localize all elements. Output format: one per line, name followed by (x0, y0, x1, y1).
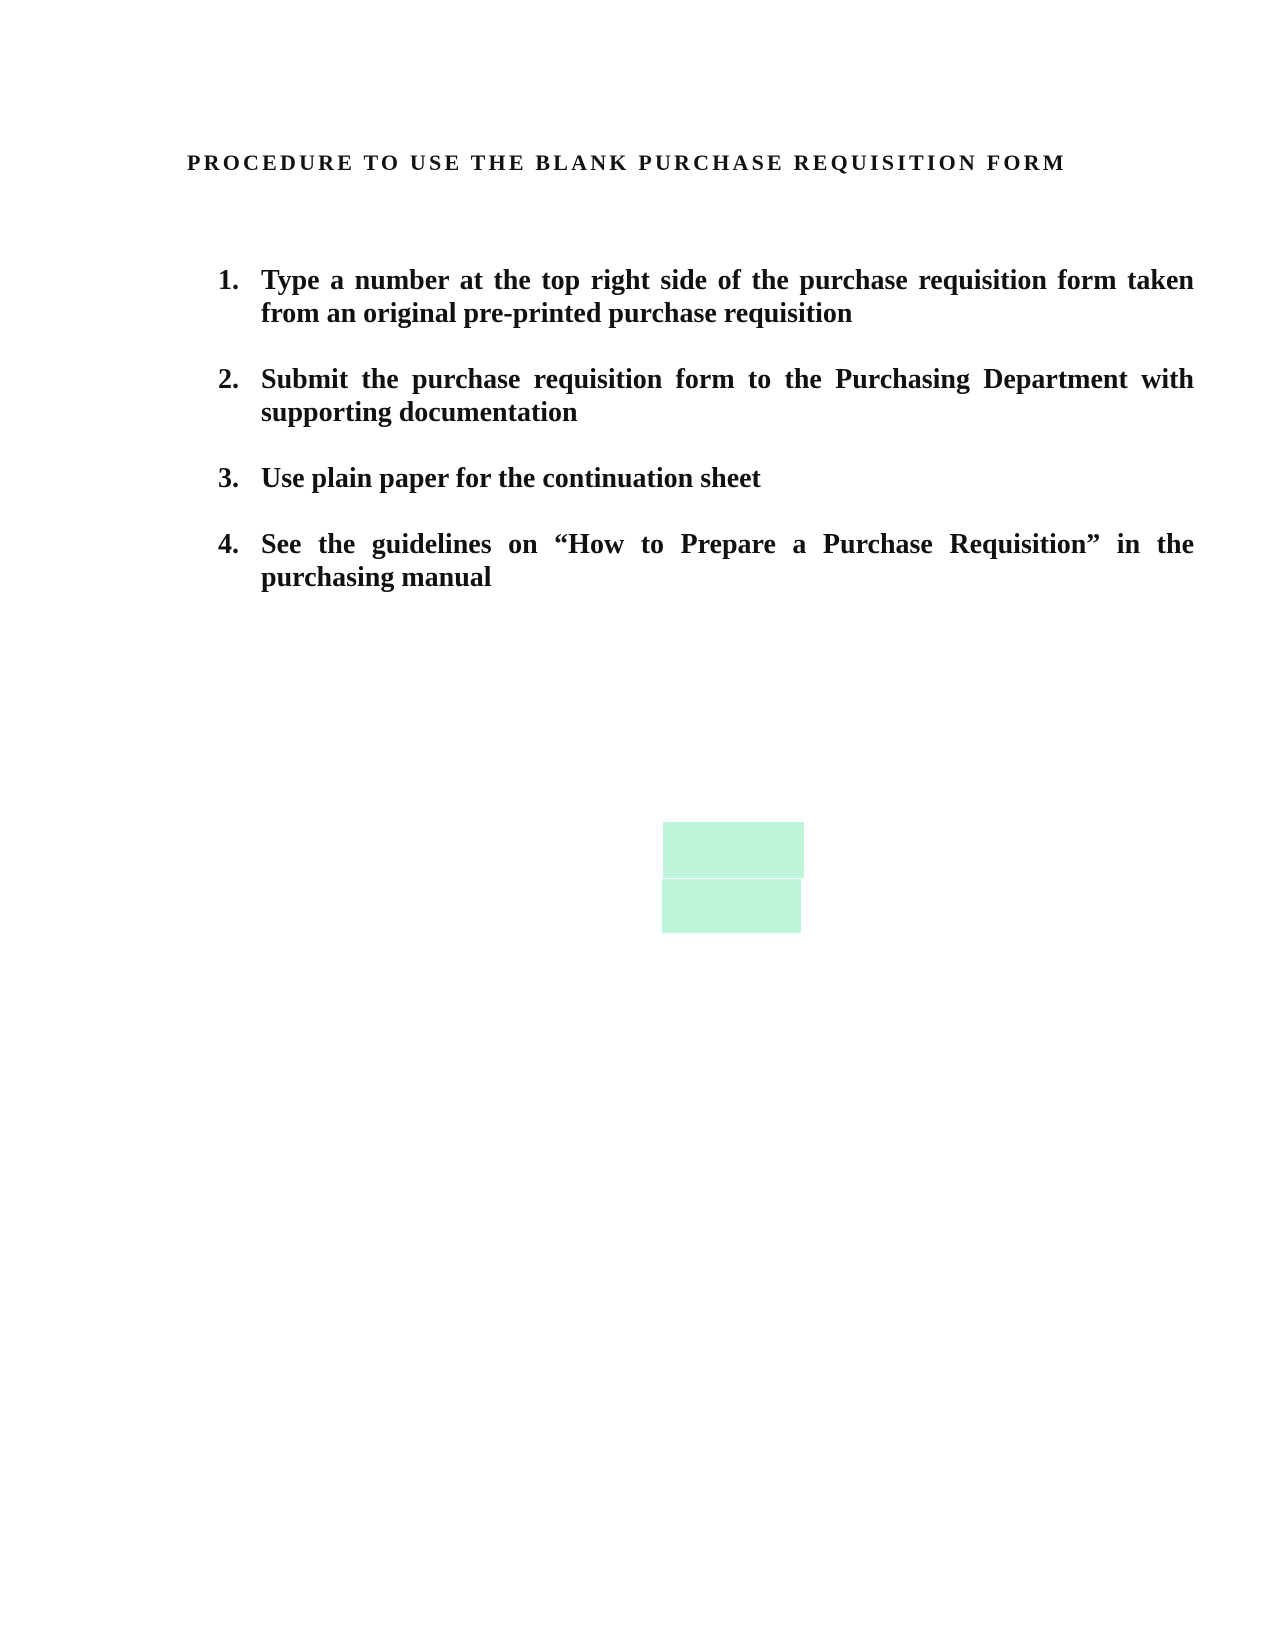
document-title: PROCEDURE TO USE THE BLANK PURCHASE REQUISITION FORM (187, 150, 1067, 175)
step-number: 1. (218, 265, 239, 296)
step-text: Type a number at the top right side of the purchase requisition form taken from an original pre-printed purchase requisition (261, 265, 1194, 329)
step-number: 4. (218, 529, 239, 560)
highlight-block-top (663, 822, 804, 878)
list-item-step-1 (218, 264, 1194, 330)
step-text: See the guidelines on “How to Prepare a Purchase Requisition” in the purchasing manual (261, 529, 1194, 593)
list-item-step-3 (218, 462, 1194, 495)
highlight-block-bottom (662, 879, 801, 933)
step-number: 3. (218, 463, 239, 494)
step-text: Submit the purchase requisition form to the Purchasing Department with supporting documentation (261, 364, 1194, 428)
list-item-step-2 (218, 363, 1194, 429)
step-text: Use plain paper for the continuation sheet (261, 463, 761, 494)
list-item-step-4 (218, 528, 1194, 594)
procedure-steps-list (218, 264, 1194, 627)
step-number: 2. (218, 364, 239, 395)
